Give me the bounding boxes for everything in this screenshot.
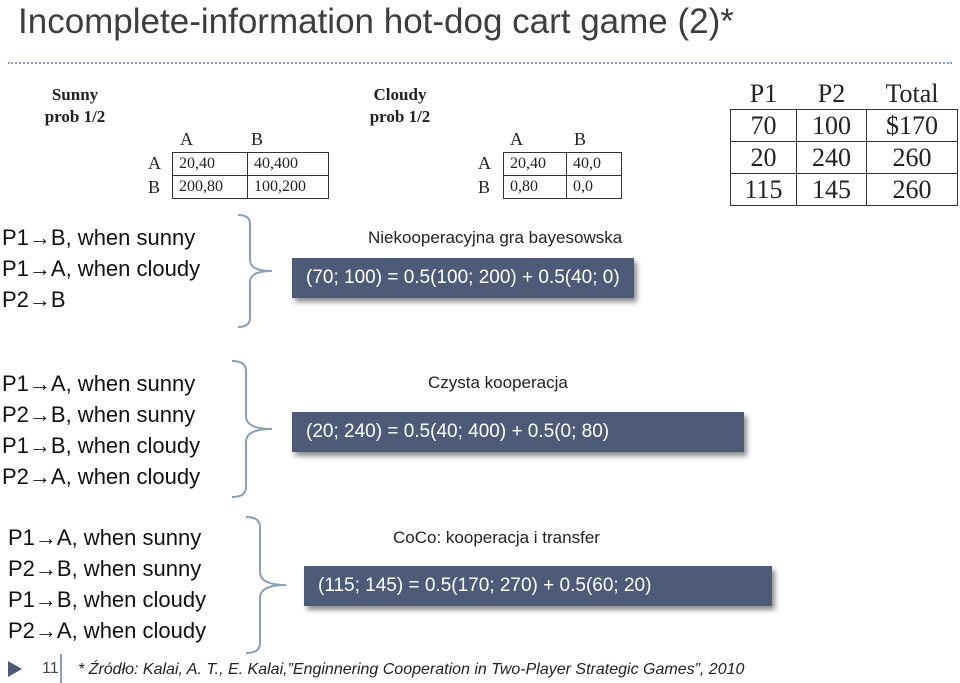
matrix-cell: 0,0 (567, 176, 622, 199)
title-divider (8, 62, 952, 64)
caption-noncooperative: Niekooperacyjna gra bayesowska (368, 228, 623, 247)
strategy-list-noncooperative (2, 222, 200, 315)
strategy-line: P1→A, when cloudy (2, 256, 201, 281)
totals-cell: $170 (867, 110, 958, 142)
right-brace-icon (230, 358, 276, 500)
equation-cooperation: (20; 240) = 0.5(40; 400) + 0.5(0; 80) (292, 412, 744, 452)
sunny-col-b: B (251, 129, 264, 149)
totals-cell: 145 (797, 174, 867, 206)
matrix-cell: 40,0 (567, 153, 622, 176)
matrix-cell: 20,40 (173, 153, 248, 176)
slide-title: Incomplete-information hot-dog cart game (2)* (18, 2, 734, 41)
strategy-line: P2→B, when sunny (8, 556, 202, 581)
totals-header: Total (885, 78, 939, 108)
cloudy-row-a: A (478, 153, 491, 173)
totals-cell: 115 (731, 174, 797, 206)
slide-marker-icon (8, 661, 22, 677)
strategy-line: P2→A, when cloudy (8, 618, 207, 643)
totals-cell: 70 (731, 110, 797, 142)
totals-header: P2 (817, 78, 846, 108)
caption-cooperation: Czysta kooperacja (428, 373, 568, 392)
strategy-line: P2→B (2, 287, 66, 312)
totals-table (730, 78, 958, 206)
matrix-cell: 0,80 (504, 176, 567, 199)
strategy-list-cooperation (2, 368, 200, 492)
strategy-line: P1→B, when sunny (2, 225, 196, 250)
right-brace-icon (236, 212, 276, 330)
totals-cell: 260 (867, 174, 958, 206)
totals-cell: 20 (731, 142, 797, 174)
source-footnote: * Źródło: Kalai, A. T., E. Kalai,”Enginnering Cooperation in Two-Player Strategic Games”, 2010 (78, 661, 745, 678)
totals-header: P1 (749, 78, 778, 108)
matrix-cell: 40,400 (248, 153, 329, 176)
cloudy-col-b: B (574, 129, 587, 149)
caption-coco: CoCo: kooperacja i transfer (393, 528, 600, 547)
sunny-row-b: B (148, 177, 161, 197)
sunny-label (20, 84, 130, 128)
cloudy-label-prob: prob 1/2 (369, 107, 431, 126)
right-brace-icon (244, 514, 290, 656)
strategy-list-coco (8, 522, 206, 646)
equation-coco: (115; 145) = 0.5(170; 270) + 0.5(60; 20) (304, 566, 772, 606)
totals-cell: 100 (797, 110, 867, 142)
strategy-line: P1→A, when sunny (2, 371, 196, 396)
matrix-cell: 20,40 (504, 153, 567, 176)
strategy-line: P1→B, when cloudy (8, 587, 207, 612)
strategy-line: P1→A, when sunny (8, 525, 202, 550)
strategy-line: P2→A, when cloudy (2, 464, 201, 489)
matrix-cell: 200,80 (173, 176, 248, 199)
strategy-line: P2→B, when sunny (2, 402, 196, 427)
strategy-line: P1→B, when cloudy (2, 433, 201, 458)
sunny-label-prob: prob 1/2 (44, 107, 106, 126)
sunny-col-a: A (180, 129, 193, 149)
totals-cell: 260 (867, 142, 958, 174)
cloudy-col-a: A (510, 129, 523, 149)
equation-noncooperative: (70; 100) = 0.5(100; 200) + 0.5(40; 0) (292, 258, 634, 298)
cloudy-label (345, 84, 455, 128)
matrix-cell: 100,200 (248, 176, 329, 199)
cloudy-label-title: Cloudy (373, 85, 427, 104)
sunny-payoff-matrix (172, 152, 329, 199)
totals-cell: 240 (797, 142, 867, 174)
sunny-label-title: Sunny (51, 85, 99, 104)
footer-divider (60, 654, 62, 683)
page-number: 11 (42, 660, 59, 677)
cloudy-payoff-matrix (503, 152, 622, 199)
sunny-row-a: A (148, 153, 161, 173)
cloudy-row-b: B (478, 177, 491, 197)
